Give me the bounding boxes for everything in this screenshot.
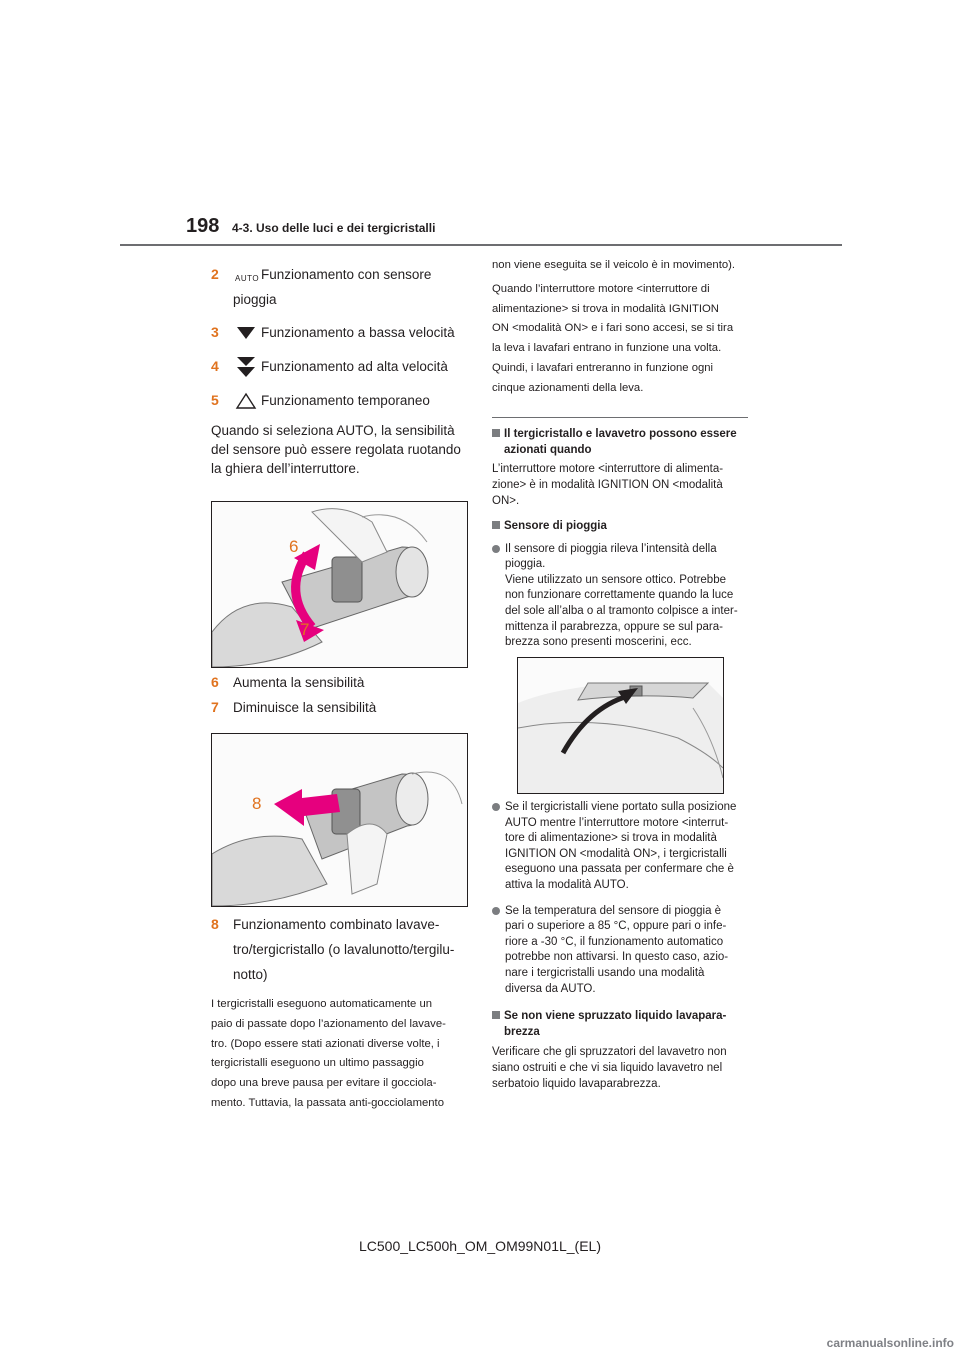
rain-sensor-illustration [517,657,724,794]
bullet-auto-position: Se il tergicristalli viene portato sulla posizione AUTO mentre l’interruttore motore <interrut- tore di alimentazione> si trova in modalità IGNITION ON <modalità ON>, i tergicristalli eseguono una passata per confermare che è attiva la modalità AUTO. [492,800,752,894]
item-number: 6 [211,674,219,690]
note-text-operation: L’interruttore motore <interruttore di alimenta- zione> è in modalità IGNITION ON <modalità ON>. [492,462,724,507]
item-7 [211,695,473,720]
bullet-temperature: Se la temperatura del sensore di pioggia è pari o superiore a 85 °C, oppure pari o infe- riore a -30 °C, il funzionamento automatico potrebbe non attivarsi. In questo caso, azio- nare i tergicristalli usando una modalità diversa da AUTO. [492,904,752,998]
item-4 [211,354,473,379]
right-column-2 [492,800,752,1092]
item-6 [211,670,473,695]
note-heading-operation: Il tergicristallo e lavavetro possono essere azionati quando [492,426,752,458]
item-number: 7 [211,699,219,715]
separator [492,417,748,418]
circle-bullet-icon [492,907,500,915]
low-speed-icon [233,324,259,342]
circle-bullet-icon [492,803,500,811]
left-column-2 [211,670,473,720]
square-bullet-icon [492,521,500,529]
item-number: 4 [211,358,219,374]
note-text-washer-fluid: Verificare che gli spruzzatori del lavavetro non siano ostruiti e che vi sia liquido lavavetro nel serbatoio liquido lavaparabrezza. [492,1046,727,1091]
item-number: 8 [211,916,219,932]
item-number: 5 [211,392,219,408]
figure-label-6: 6 [289,537,299,556]
wash-paragraph: I tergicristalli eseguono automaticamente un paio di passate dopo l’azionamento del lavave- tro. (Dopo essere stati azionati diverse volte, i tergicristalli eseguono un ultimo passaggio dopo una breve pausa per evitare il gocciola- mento. Tuttavia, la passata anti-gocciolamento [211,998,446,1109]
lever-drawing [212,734,467,906]
item-8: 8 Funzionamento combinato lavave- tro/tergicristallo (o lavalunotto/tergilu- notto) [211,912,473,987]
item-text: Diminuisce la sensibilità [233,700,377,715]
sensitivity-dial-illustration [211,501,468,668]
temporary-icon [233,392,259,410]
left-column-3 [211,912,473,1114]
item-text: Funzionamento con sensore [261,267,432,282]
item-5 [211,388,473,413]
washer-lever-illustration [211,733,468,907]
item-number: 3 [211,324,219,340]
note-heading-rain-sensor: Sensore di pioggia [492,518,752,534]
page-number: 198 [186,215,220,237]
watermark[interactable]: carmanualsonline.info [826,1336,954,1350]
section-title: 4-3. Uso delle luci e dei tergicristalli [232,221,436,235]
footer-code: LC500_LC500h_OM_OM99N01L_(EL) [358,1238,602,1254]
auto-icon: AUTO [235,274,260,283]
item-3 [211,320,473,345]
item-text: Funzionamento ad alta velocità [261,359,448,374]
note-heading-washer-fluid: Se non viene spruzzato liquido lavapara- brezza [492,1008,752,1040]
square-bullet-icon [492,429,500,437]
bullet-rain-sensor: Il sensore di pioggia rileva l’intensità della pioggia. Viene utilizzato un sensore ottico. Potrebbe non funzionare correttamente quando la luce del sole all’alba o al tramonto colpisce a inter- mittenza il parabrezza, oppure se sul para- brezza sono presenti moscerini, ecc. [492,542,752,651]
item-2 [211,262,473,312]
right-column: non viene eseguita se il veicolo è in movimento). Quando l’interruttore motore <interruttore di alimentazione> si trova in modalità IGNITION ON <modalità ON> e i fari sono accesi, se si tira la leva i lavafari entrano in funzione una volta. Quindi, i lavafari entreranno in funzione ogni cinque azionamenti della leva. Il tergicristallo e lavavetro possono essere azionati quando L’interruttore motore <interruttore di alimenta- zione> è in modalità IGNITION ON <modalità ON>. Sensore di pioggia Il sensore di pioggia rileva l’intensità della pioggia. Viene utilizzato un sensore ottico. Potrebbe non funzionare correttamente quando la luce del sole all’alba o al tramonto colpisce a inter- mittenza il parabrezza, oppure se sul para- brezza sono presenti moscerini, ecc. [492,256,752,651]
item-text: Funzionamento a bassa velocità [261,325,455,340]
windshield-drawing [518,658,723,793]
circle-bullet-icon [492,545,500,553]
item-text: Aumenta la sensibilità [233,675,365,690]
header-rule [120,244,842,246]
figure-label-7: 7 [300,620,310,639]
square-bullet-icon [492,1011,500,1019]
dial-drawing [212,502,467,667]
item-text: Funzionamento temporaneo [261,393,430,408]
figure-label-8: 8 [252,794,262,813]
sensitivity-paragraph: Quando si seleziona AUTO, la sensibilità del sensore può essere regolata ruotando la ghiera dell’interruttore. [211,423,461,476]
high-speed-icon [233,356,259,378]
item-number: 2 [211,266,219,282]
left-column [211,262,473,478]
item-text-cont: pioggia [233,292,277,307]
